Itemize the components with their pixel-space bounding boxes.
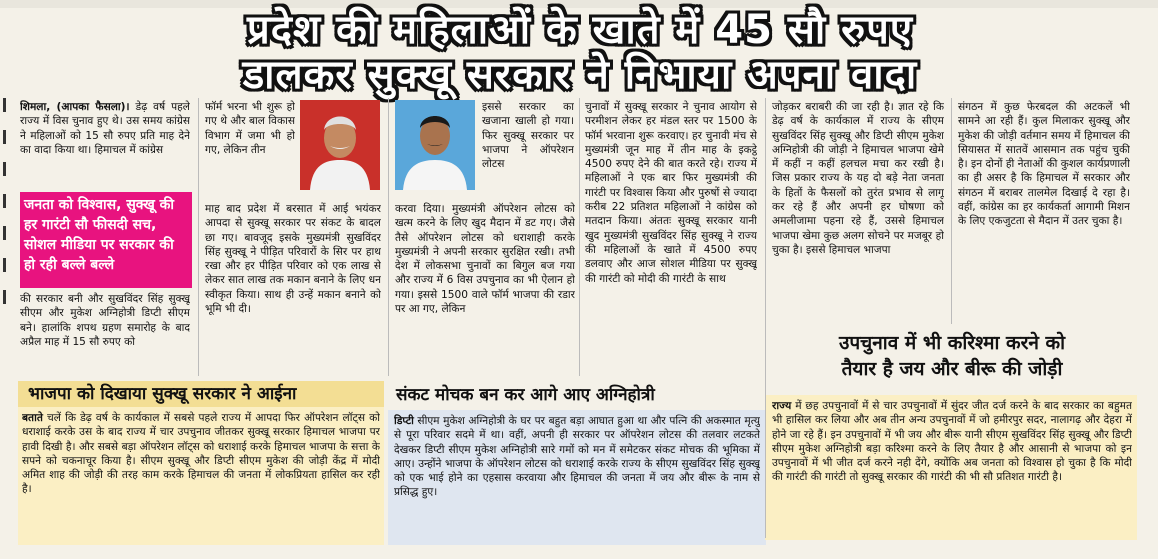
- box-right-body: [772, 399, 1132, 539]
- column-2-text-1: फॉर्म भरना भी शुरू हो गए थे और बाल विकास विभाग में जमा भी हो गए, लेकिन तीन: [205, 101, 295, 156]
- box-left-lead: बताते: [22, 412, 43, 424]
- photo-deputy-chief-minister: [395, 100, 475, 190]
- column-3-bottom: [395, 202, 575, 374]
- box-right-lead: राज्य: [772, 400, 792, 412]
- pull-quote-box: जनता को विश्वास, सुक्खू की हर गारंटी सौ फीसदी सच, सोशल मीडिया पर सरकार की हो रही बल्ले बल्ले: [20, 192, 192, 288]
- column-5-text: जोड़कर बराबरी की जा रही है। ज्ञात रहे कि डेढ़ वर्ष के कार्यकाल में राज्य के सीएम सुखविंदर सिंह सुक्खू और डिप्टी सीएम मुकेश अग्निहोत्री की जोड़ी ने हिमाचल भाजपा खेमे में कहीं न कहीं हलचल मचा कर रखी है। जिस प्रकार राज्य के यह दो बड़े नेता जनता के हितों के फैसलों को तुरंत प्रभाव से लागू कर रहे हैं और अपनी हर घोषणा को अमलीजामा पहना रहे हैं, उससे हिमाचल भाजपा खेमा कुछ अलग सोचने पर मजबूर हो चुका है। इससे हिमाचल भाजपा: [772, 101, 944, 256]
- dateline: शिमला, (आपका फैसला)।: [20, 101, 130, 113]
- column-1-text-2: की सरकार बनी और सुखविंदर सिंह सुक्खू सीएम और मुकेश अग्निहोत्री डिप्टी सीएम बने। हालांकि शपथ ग्रहण समारोह के बाद अप्रैल माह में 15 सौ रुपए को: [20, 293, 190, 348]
- column-3-text-1: इससे सरकार का खजाना खाली हो गया। फिर सुक्खू सरकार पर भाजपा ने ऑपरेशन लोटस: [482, 101, 574, 171]
- headline-line-2: डालकर सुक्खू सरकार ने निभाया अपना वादा: [242, 52, 918, 98]
- box-middle-heading: संकट मोचक बन कर आगे आए अग्निहोत्री: [396, 385, 655, 405]
- column-rule: [579, 98, 580, 376]
- box-right-text: में छह उपचुनावों में से चार उपचुनावों में सुंदर जीत दर्ज करने के बाद सरकार का बहुमत भी हासिल कर लिया और अब तीन अन्य उपचुनावों में जो हमीरपुर सदर, नालागढ़ और देहरा में होने जा रहे हैं। इन उपचुनावों में भी जय और बीरू यानी सीएम सुखविंदर सिंह सुक्खू और डिप्टी सीएम मुकेश अग्निहोत्री बड़ा करिश्मा करने के लिए तैयार है और आसानी से भाजपा को इन उपचुनावों में भी जीत दर्ज करने नही देंगे, क्योंकि अब जनता को विश्वास हो चुका है कि मोदी की गारंटी की गारंटी तो सुक्खू सरकार की गारंटी की भी सौ प्रतिशत गारंटी है।: [772, 400, 1132, 484]
- photo-chief-minister: [300, 100, 380, 190]
- column-2-bottom: [205, 202, 381, 374]
- column-rule: [951, 98, 952, 324]
- column-2-text-2: माह बाद प्रदेश में बरसात में आई भयंकर आपदा से सुक्खू सरकार पर संकट के बादल छा गए। बावजूद इसके मुख्यमंत्री सुखविंदर सिंह सुक्खू ने पीड़ित परिवारों के सिर पर हाथ रखा और हर पीड़ित परिवार को एक लाख से लेकर सात लाख तक मकान बनाने के लिए धन स्वीकृत किया। साथ ही उन्हें मकान बनाने को भूमि भी दी।: [205, 203, 381, 316]
- column-3-text-2: करवा दिया। मुख्यमंत्री ऑपरेशन लोटस को खत्म करने के लिए खुद मैदान में डट गए। जैसे तैसे ऑपरेशन लोटस को धराशाही करके मुख्यमंत्री ने अपनी सरकार सुरक्षित रखी। तभी देश में लोकसभा चुनावों का बिगुल बज गया और राज्य में 6 विस उपचुनाव का भी ऐलान हो गया। इससे 1500 वाले फॉर्म भाजपा की रडार पर आ गए, लेकिन: [395, 203, 575, 316]
- column-5: [772, 100, 944, 322]
- column-1-text-1: डेढ़ वर्ष पहले राज्य में विस चुनाव हुए थे। उस समय कांग्रेस ने महिलाओं को 15 सौ रुपए प्रति माह देने का वादा किया था। हिमाचल में कांग्रेस: [20, 101, 190, 156]
- box-left-body: [22, 411, 380, 543]
- box-middle-lead: डिप्टी: [394, 415, 414, 427]
- column-4-text: चुनावों में सुक्खू सरकार ने चुनाव आयोग से परमीशन लेकर हर मंडल स्तर पर 1500 के फॉर्म भरवाना शुरू करवाए। हर चुनावी मंच से मुख्यमंत्री जून माह में तीन माह के इकट्ठे 4500 रुपए देने की बात करते रहे। राज्य में महिलाओं ने एक बार फिर मुख्यमंत्री की गारंटी पर विश्वास किया और पुरुषों से ज्यादा करीब 22 प्रतिशत महिलाओं ने कांग्रेस को मतदान किया। अंततः सुक्खू सरकार यानी खुद मुख्यमंत्री सुखविंदर सिंह सुक्खू ने राज्य की महिलाओं के खाते में 4500 रुपए डलवाए और आज सोशल मीडिया पर सुक्खू की गारंटी को मोदी की गारंटी के साथ: [585, 101, 757, 285]
- subheading-right: [772, 330, 1132, 382]
- column-rule: [388, 98, 389, 376]
- column-4: [585, 100, 757, 374]
- column-rule: [198, 98, 199, 376]
- box-middle-text: सीएम मुकेश अग्निहोत्री के घर पर बहुत बड़ा आघात हुआ था और पत्नि की अकस्मात मृत्यु से पूरा परिवार सदमे में था। वहीं, अपनी ही सरकार पर ऑपरेशन लोटस की तलवार लटकते देखकर डिप्टी सीएम मुकेश अग्निहोत्री सारे गमों को मन में समेटकर संकट मोचक की भूमिका में आए। उन्होंने भाजपा के ऑपरेशन लोटस को धराशाई करके राज्य के सीएम सुखविंदर सिंह सुक्खू को एक भाई होने का एहसास करवाया और हिमाचल की जनता में जय और बीरू के नाम से प्रसिद्ध हुए।: [394, 415, 760, 499]
- box-middle-body: [394, 414, 760, 544]
- headline-line-1: प्रदेश की महिलाओं के खाते में 45 सौ रुपए: [247, 7, 913, 53]
- column-6-text: संगठन में कुछ फेरबदल की अटकलें भी सामने आ रही हैं। कुल मिलाकर सुक्खू और मुकेश की जोड़ी वर्तमान समय में हिमाचल की सियासत में सातवें आसमान तक पहुंच चुकी है। इन दोनों ही नेताओं की कुशल कार्यप्रणाली का ही असर है कि हिमाचल में सरकार और संगठन में बराबर तालमेल दिखाई दे रहा है। वहीं, कांग्रेस का हर कार्यकर्ता आगामी मिशन के लिए एकजुटता से मैदान में उतर चुका है।: [958, 101, 1130, 228]
- column-2-top: [205, 100, 295, 200]
- column-1-bottom: [20, 292, 190, 374]
- scan-edge-marks: [0, 80, 10, 550]
- box-left-heading: भाजपा को दिखाया सुक्खू सरकार ने आईना: [28, 384, 297, 404]
- column-rule: [765, 98, 766, 538]
- box-left-text: चलें कि डेढ़ वर्ष के कार्यकाल में सबसे पहले राज्य में आपदा फिर ऑपरेशन लॉट्स को धराशाई करके उस के बाद राज्य में चार उपचुनाव जीतकर सुक्खू सरकार हिमाचल भाजपा पर हावी दिखी है। और सबसे बड़ा ऑपरेशन लॉट्स को धराशाई करके हिमाचल भाजपा के सत्ता के सपने को चकनाचूर किया है। सीएम सुक्खू और डिप्टी सीएम मुकेश की जोड़ी केंद्र में मोदी अमित शाह की जोड़ी की तरह काम करके हिमाचल की जनता में लोकप्रियता हासिल कर रही है।: [22, 412, 380, 496]
- column-3-top: [482, 100, 574, 200]
- column-1-top: [20, 100, 190, 190]
- column-6: [958, 100, 1130, 322]
- subheading-right-line-1: उपचुनाव में भी करिश्मा करने को: [838, 332, 1066, 354]
- subheading-right-line-2: तैयार है जय और बीरू की जोड़ी: [841, 358, 1063, 380]
